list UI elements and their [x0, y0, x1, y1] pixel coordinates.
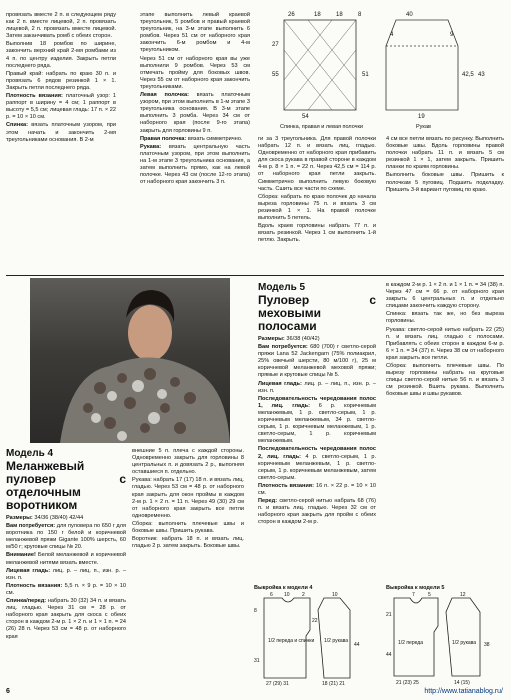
sleeve-label: 1/2 рукава [452, 640, 477, 646]
dim-label: 8 [358, 12, 362, 18]
model5-sleeve-shape [446, 598, 480, 676]
model5-diagram-caption: Выкройка к модели 5 [386, 585, 445, 591]
sleeve-outline [386, 20, 458, 110]
back-text: набрать 30 (32) 34 п. и вязать лиц. гладью. Через 31 см = 28 р. от наборного края закрыть для скоса с обеих сторон в каждом 2-м р. 1 × 2 п. и 1 × 1 п. = 24 (26) 28 п. Через 53 см = 48 р. от наборного края [6, 598, 126, 640]
materials-label: Вам потребуется: [6, 523, 56, 530]
model5-pattern-diagram [384, 582, 508, 686]
materials-label: Вам потребуется: [258, 344, 308, 351]
sizes-label: Размеры: [6, 515, 33, 521]
dim-label: 18 [314, 12, 321, 18]
paragraph: Вдоль краев горловины набрать 77 п. и вязать резинкой. Через 1 см выполнить 1-й петлю. Закрыть. [258, 223, 376, 244]
model4-number: Модель 4 [6, 448, 54, 459]
model5-materials [258, 344, 376, 379]
model-photo-illustration [30, 278, 230, 443]
page-number: 6 [6, 688, 10, 695]
dim-label: 43 [478, 72, 485, 78]
stitch-text: лиц. р. – лиц. п., изн. р. – изн. п. [6, 567, 126, 581]
right-front-text: вязать симметрично. [187, 135, 243, 142]
density-label: Плотность вязания: [6, 582, 63, 589]
dim-label: 21 [386, 612, 392, 618]
paragraph: Спинка: вязать так же, но без выреза горловины. [386, 311, 504, 325]
dim-label: 4 [390, 32, 394, 38]
paragraph: Сборка: набрать по краю полочек до начала выреза горловины 75 п. и вязать 3 см резинкой 1 × 1. На правой полочке выполнить 5 петель. [258, 193, 376, 222]
density-paragraph [6, 93, 116, 121]
note-label: Внимание! [6, 552, 36, 559]
dim-label: 44 [386, 652, 392, 658]
density-text: 16 п. × 22 р. = 10 × 10 см. [258, 482, 376, 496]
back-text: светло-серой нитью набрать 68 (76) п. и вязать лиц. гладью. Через 32 см от наборного края закрыть для пройм с обеих сторон в каждом 2-м р. [258, 498, 376, 526]
back-label: Перед: [258, 498, 278, 505]
materials-text: для пуловера по 650 г для воротника по 150 г белой и коричневой меланжевой пряжи Gigante 100% шерсть, 60 м/50 г; круговые спицы № 20. [6, 523, 126, 551]
right-front-paragraph [140, 136, 250, 143]
model4-title: Меланжевый пуловер с отделочным воротником [6, 459, 126, 512]
dim-label: 27 [272, 42, 279, 48]
paragraph: Выполнив 18 ромбов по ширине, закончить верхний край 2-мя ромбами из 4 п. по центру изделия. Закрыть петли последнего ряда. [6, 41, 116, 69]
dim-label: 42,5 [462, 72, 474, 78]
left-front-paragraph [140, 92, 250, 135]
density-label: Плотность вязания: [6, 93, 63, 100]
text-column-a [6, 12, 116, 145]
dim-label: 2 [302, 592, 305, 598]
model5-sizes [258, 336, 376, 343]
paragraph: Рукава: набрать 17 (17) 18 п. и вязать лиц. гладью. Через 53 см = 48 р. от наборного края закрыть для окон проймы в каждом 2-м р. 1 × 2 п. = 11 п. Через 49 (30) 29 см от наборного края закрыть все петли одновременно. [132, 477, 244, 519]
back-label: Спинка: [6, 122, 29, 129]
section-divider [6, 275, 504, 276]
stitch-text: лиц. р. – лиц. п., изн. р. – изн. п. [258, 380, 376, 394]
dim-label: 21 (23) 25 [396, 680, 419, 686]
dim-label: 6 [270, 592, 273, 598]
dim-label: 38 [484, 642, 490, 648]
paragraph: 4 см все петли вязать по рисунку. Выполнить боковые швы. Вдоль горловины правой полочки набрать 11 п. и вязать 5 см резинкой 1 × 1, затем закрыть. Пришить планки по краям горловины. [386, 136, 504, 171]
text-column-c [258, 136, 376, 245]
paragraph: Выполнить боковые швы. Пришить к полочкам 5 пуговиц. Подшить подкладку. Пришить 3-й вариант пуговиц по краю. [386, 172, 504, 193]
paragraph: этапе выполнить левый краевой треугольник, 5 ромбов и правый краевой треугольник, на 3-м этапе выполнить 6 ромбов. Через 51 см от наборного края закончить 6-м ромбом и 4-м треугольником. [140, 12, 250, 54]
back-label: Спинка/перед: [6, 598, 47, 605]
dim-label: 10 [332, 592, 338, 598]
dim-label: 7 [412, 592, 415, 598]
sequence2-text: 4 р. светло-серым, 1 р. коричневым меланжевым, 1 р. светло-серым, 1 р. коричневым меланжевым, затем светло-серым. [258, 453, 377, 481]
paragraph: Рукава: светло-серой нитью набрать 22 (25) п. и вязать лиц. гладью с полосами. Прибавлять с обеих сторон в каждом 6-м р. 6 × 1 п. = 34 (37) п. Через 38 см от наборного края закрыть все петли. [386, 326, 504, 361]
model4-pattern-diagram [252, 582, 378, 686]
paragraph: Через 51 см от наборного края вы уже выполнили 9 ромбов. Через 53 см отмечать пройму для боковых швов. Через 55 см от наборного края закончить треугольниками. [140, 55, 250, 90]
density-text: платочный узор: 1 раппорт в ширину = 4 см; 1 раппорт в высоту = 5,5 см; лицевая гладь: 17 п. × 22 р. = 10 × 10 см. [6, 93, 116, 121]
paragraph: в каждом 2-м р. 1 × 2 п. и 1 × 1 п. = 34 (38) п. Через 47 см = 66 р. от наборного края закрыть 6 центральных п. и отдельно спицами закончить каждую сторону. [386, 282, 504, 310]
model5-back [258, 498, 376, 526]
model4-density [6, 583, 126, 597]
text-column-h [386, 282, 504, 400]
paragraph: Сборка: выполнить плечевые швы. По вырезу горловины набрать на круговые спицы светло-серой нитью 56 п. и вязать 3 см резинкой. Вшить рукава. Выполнить боковые швы и швы рукавов. [386, 363, 504, 398]
front-label: 1/2 переда [398, 640, 423, 646]
page-footer [0, 686, 511, 700]
dim-label: 40 [406, 12, 413, 18]
back-text: вязать платочным узором, при этом начать и закончить 2-мя треугольниками основания. В 2-м [6, 122, 116, 143]
dim-label: 18 [336, 12, 343, 18]
sleeves-label: Рукава: [140, 143, 162, 150]
model4-diagram-caption: Выкройка к модели 4 [254, 585, 313, 591]
sequence1-text: 6 р. коричневым меланжевым, 1 р. светло-серым, 1 р. коричневым меланжевым, 34 р. светло-серым, 1 р. коричневым меланжевым, 1 р. светло-серым, 1 р. коричневым меланжевым. [258, 402, 376, 445]
sizes-value: 34/36 (38/40) 42/44 [34, 515, 84, 521]
watermark-link[interactable]: http://www.tatianablog.ru/ [424, 688, 503, 695]
dim-label: 22 [312, 618, 318, 624]
model4-note [6, 552, 126, 566]
right-front-label: Правая полочка: [140, 135, 187, 142]
paragraph: внешние 5 п. плеча с каждой стороны. Одновременно закрыть для горловины 8 центральных п. и довязать 2 р., выполняя оставшиеся п. отдельно. [132, 448, 244, 476]
model5-stitch [258, 381, 376, 395]
sleeves-paragraph [140, 144, 250, 187]
dim-label: 55 [272, 72, 279, 78]
model5-sequence2 [258, 446, 376, 481]
model5-density [258, 483, 376, 497]
paragraph: Воротник: набрать 18 п. и вязать лиц. гладью 2 р. затем закрыть. Боковые швы. [132, 536, 244, 550]
dim-label: 12 [460, 592, 466, 598]
model4-text [6, 448, 126, 642]
model4-sizes [6, 515, 126, 522]
model5-text [258, 282, 376, 527]
dim-label: 14 (15) [454, 680, 470, 686]
sequence2-label: Последовательность чередования полос 2, лиц. гладь: [258, 446, 376, 460]
sizes-label: Размеры: [258, 336, 285, 342]
dim-label: 54 [302, 114, 309, 120]
dim-label: 5 [428, 592, 431, 598]
dim-label: 31 [254, 658, 260, 664]
model-photo [30, 278, 230, 443]
dim-label: 8 [254, 608, 257, 614]
sequence1-label: Последовательность чередования полос 1, лиц. гладь: [258, 395, 376, 409]
density-label: Плотность вязания: [258, 482, 314, 489]
model4-stitch [6, 568, 126, 582]
paragraph: Правый край: набрать по краю 30 п. и провязать 6 рядов резинкой 1 × 1. Закрыть петли последнего ряда. [6, 70, 116, 91]
dim-label: 44 [354, 642, 360, 648]
back-diagram-caption: Спинка, правая и левая полочки [280, 124, 363, 130]
front-label: 1/2 переда и спинки [268, 638, 315, 644]
model5-number: Модель 5 [258, 282, 306, 293]
stitch-label: Лицевая гладь: [258, 380, 302, 387]
top-pattern-diagram [258, 6, 506, 134]
dim-label: 26 [288, 12, 295, 18]
model5-front-shape [394, 598, 438, 676]
dim-label: 9 [450, 32, 454, 38]
density-text: 5,5 п. × 9 р. = 10 × 10 см. [6, 582, 126, 596]
text-column-b [140, 12, 250, 187]
paragraph: Сборка: выполнить плечевые швы и боковые швы. Пришить рукава. [132, 520, 244, 535]
sleeves-text: вязать центральную часть платочным узором, при этом выполнить на 1-м этапе 3 треугольника основания, а затем выполнить прямо, как на левой полочке. Через 43 см (после 12-го этапа) от наборного края закончить 3 п. [140, 143, 250, 186]
back-paragraph [6, 122, 116, 143]
stitch-label: Лицевая гладь: [6, 567, 51, 574]
text-column-d [386, 136, 504, 195]
materials-text: 680 (700) г светло-серой пряжи Lana 52 Jackengarn (75% полиакрил, 25% овечьей шерсти, 80 м/100 г), 25 м коричневой меланжевой меховой пряжи; прямые и круговые спицы № 5. [258, 344, 377, 379]
dim-label: 27 (29) 31 [266, 681, 289, 686]
sleeve-diagram-caption: Рукав [416, 124, 431, 130]
dim-label: 10 [284, 592, 290, 598]
left-front-label: Левая полочка: [140, 92, 189, 99]
sleeve-label: 1/2 рукава [324, 638, 349, 644]
text-column-f [132, 448, 244, 551]
sizes-value: 36/38 (40/42) [286, 336, 320, 342]
dim-label: 51 [362, 72, 369, 78]
model5-title: Пуловер с меховыми полосами [258, 293, 376, 333]
model4-materials [6, 523, 126, 551]
dim-label: 18 (21) 21 [322, 681, 345, 686]
model5-sequence1 [258, 396, 376, 446]
model4-back [6, 598, 126, 641]
note-text: Белой меланжевой и коричневой меланжевой нитями вязать вместе. [6, 552, 126, 566]
dim-label: 19 [418, 114, 425, 120]
paragraph: ги за 3 треугольника. Для правой полочки набрать 12 п. и вязать лиц. гладью. Одновременно от наборного края прибавить для скоса рукава в правой стороне в каждом 4-м р. 8 × 1 п. = 22 п. Через 42,5 см = 114 р. от наборного края петли закрыть. Симметрично выполнить левую боковую часть. Сшить все части по схеме. [258, 136, 376, 192]
paragraph: провязать вместе 2 п. в следующем ряду как 2 п. вместе лицевой, 2 п. провязать лицевой, 2 п. провязать вместе лицевой. Затем заканчивать ромб с обеих сторон. [6, 12, 116, 40]
left-front-text: вязать платочным узором, при этом выполнить в 1-м этапе 3 треугольника основания. В 3-м этапе выполнить 3 ромба. Через 34 см от наборного края (после 9-го этапа) закрыть для горловины 9 п. [140, 92, 250, 134]
